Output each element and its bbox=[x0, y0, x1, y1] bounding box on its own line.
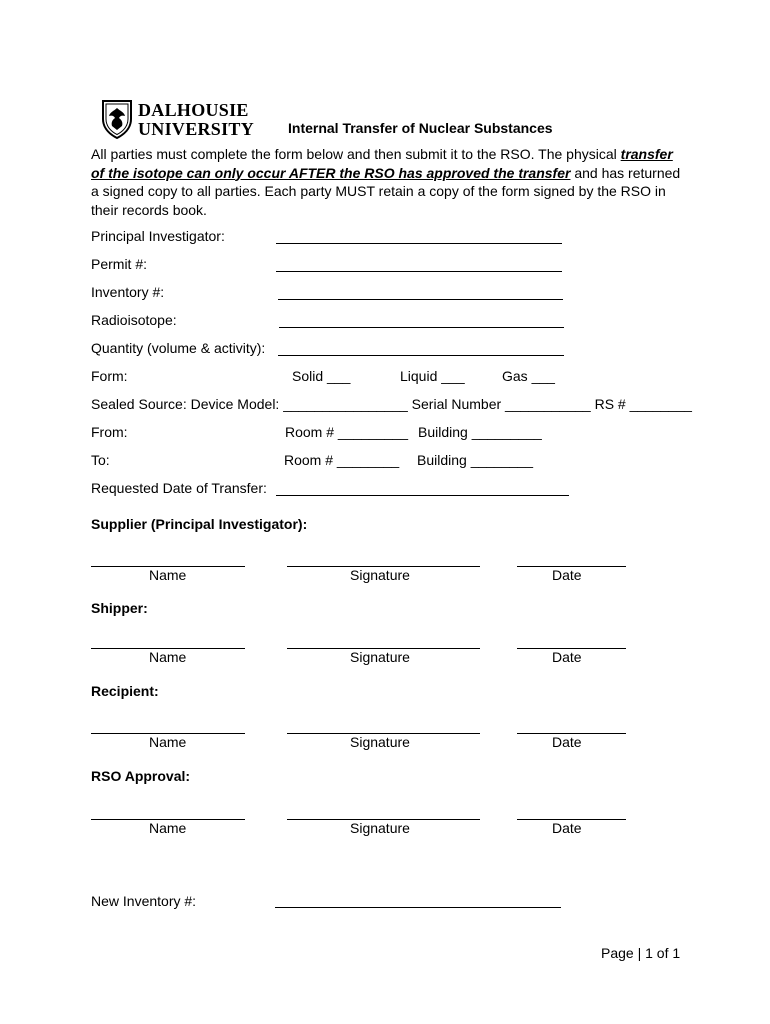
supplier-heading: Supplier (Principal Investigator): bbox=[91, 516, 308, 532]
logo-line-1: DALHOUSIE bbox=[138, 100, 249, 120]
form-liquid-option[interactable]: Liquid ___ bbox=[400, 368, 465, 384]
recipient-name-caption: Name bbox=[149, 734, 187, 750]
recipient-signature-caption: Signature bbox=[350, 734, 410, 750]
permit-field[interactable] bbox=[276, 271, 562, 272]
inventory-field[interactable] bbox=[278, 299, 563, 300]
inventory-label: Inventory #: bbox=[91, 284, 165, 300]
requested-date-field[interactable] bbox=[276, 495, 569, 496]
sealed-source-line[interactable]: Sealed Source: Device Model: ________________ Serial Number ___________ RS # ________ bbox=[91, 396, 692, 412]
shipper-date-caption: Date bbox=[552, 649, 582, 665]
quantity-label: Quantity (volume & activity): bbox=[91, 340, 266, 356]
requested-date-label: Requested Date of Transfer: bbox=[91, 480, 267, 496]
form-label: Form: bbox=[91, 368, 128, 384]
to-label: To: bbox=[91, 452, 110, 468]
shipper-heading: Shipper: bbox=[91, 600, 148, 616]
rso-heading: RSO Approval: bbox=[91, 768, 191, 784]
radioisotope-field[interactable] bbox=[279, 327, 564, 328]
intro-emphasis: transfer of the isotope can only occur AFTER the RSO has approved the transfer bbox=[91, 146, 673, 181]
pi-field[interactable] bbox=[276, 243, 562, 244]
from-building-field[interactable]: Building _________ bbox=[418, 424, 542, 440]
page-number: Page | 1 of 1 bbox=[601, 945, 681, 961]
intro-text-2: and has returned a signed copy to all parties. Each party MUST retain a copy of the form signed by the RSO in their records book. bbox=[91, 164, 681, 218]
intro-text-1: All parties must complete the form below and then submit it to the RSO. The physical bbox=[91, 146, 621, 162]
new-inventory-field[interactable] bbox=[275, 907, 561, 908]
shield-crest-icon bbox=[101, 99, 133, 139]
supplier-name-caption: Name bbox=[149, 567, 187, 583]
to-building-field[interactable]: Building ________ bbox=[417, 452, 533, 468]
to-room-field[interactable]: Room # ________ bbox=[284, 452, 400, 468]
shipper-name-caption: Name bbox=[149, 649, 187, 665]
pi-label: Principal Investigator: bbox=[91, 228, 225, 244]
new-inventory-label: New Inventory #: bbox=[91, 893, 197, 909]
recipient-heading: Recipient: bbox=[91, 683, 159, 699]
from-room-field[interactable]: Room # _________ bbox=[285, 424, 408, 440]
supplier-date-caption: Date bbox=[552, 567, 582, 583]
quantity-field[interactable] bbox=[278, 355, 564, 356]
form-solid-option[interactable]: Solid ___ bbox=[292, 368, 351, 384]
from-label: From: bbox=[91, 424, 128, 440]
page-title: Internal Transfer of Nuclear Substances bbox=[288, 120, 553, 136]
permit-label: Permit #: bbox=[91, 256, 148, 272]
logo-line-2: UNIVERSITY bbox=[138, 119, 255, 139]
rso-signature-caption: Signature bbox=[350, 820, 410, 836]
recipient-date-caption: Date bbox=[552, 734, 582, 750]
form-gas-option[interactable]: Gas ___ bbox=[502, 368, 555, 384]
rso-name-caption: Name bbox=[149, 820, 187, 836]
university-logo bbox=[101, 99, 255, 141]
shipper-signature-caption: Signature bbox=[350, 649, 410, 665]
supplier-signature-caption: Signature bbox=[350, 567, 410, 583]
intro-paragraph bbox=[91, 145, 681, 219]
radioisotope-label: Radioisotope: bbox=[91, 312, 177, 328]
rso-date-caption: Date bbox=[552, 820, 582, 836]
